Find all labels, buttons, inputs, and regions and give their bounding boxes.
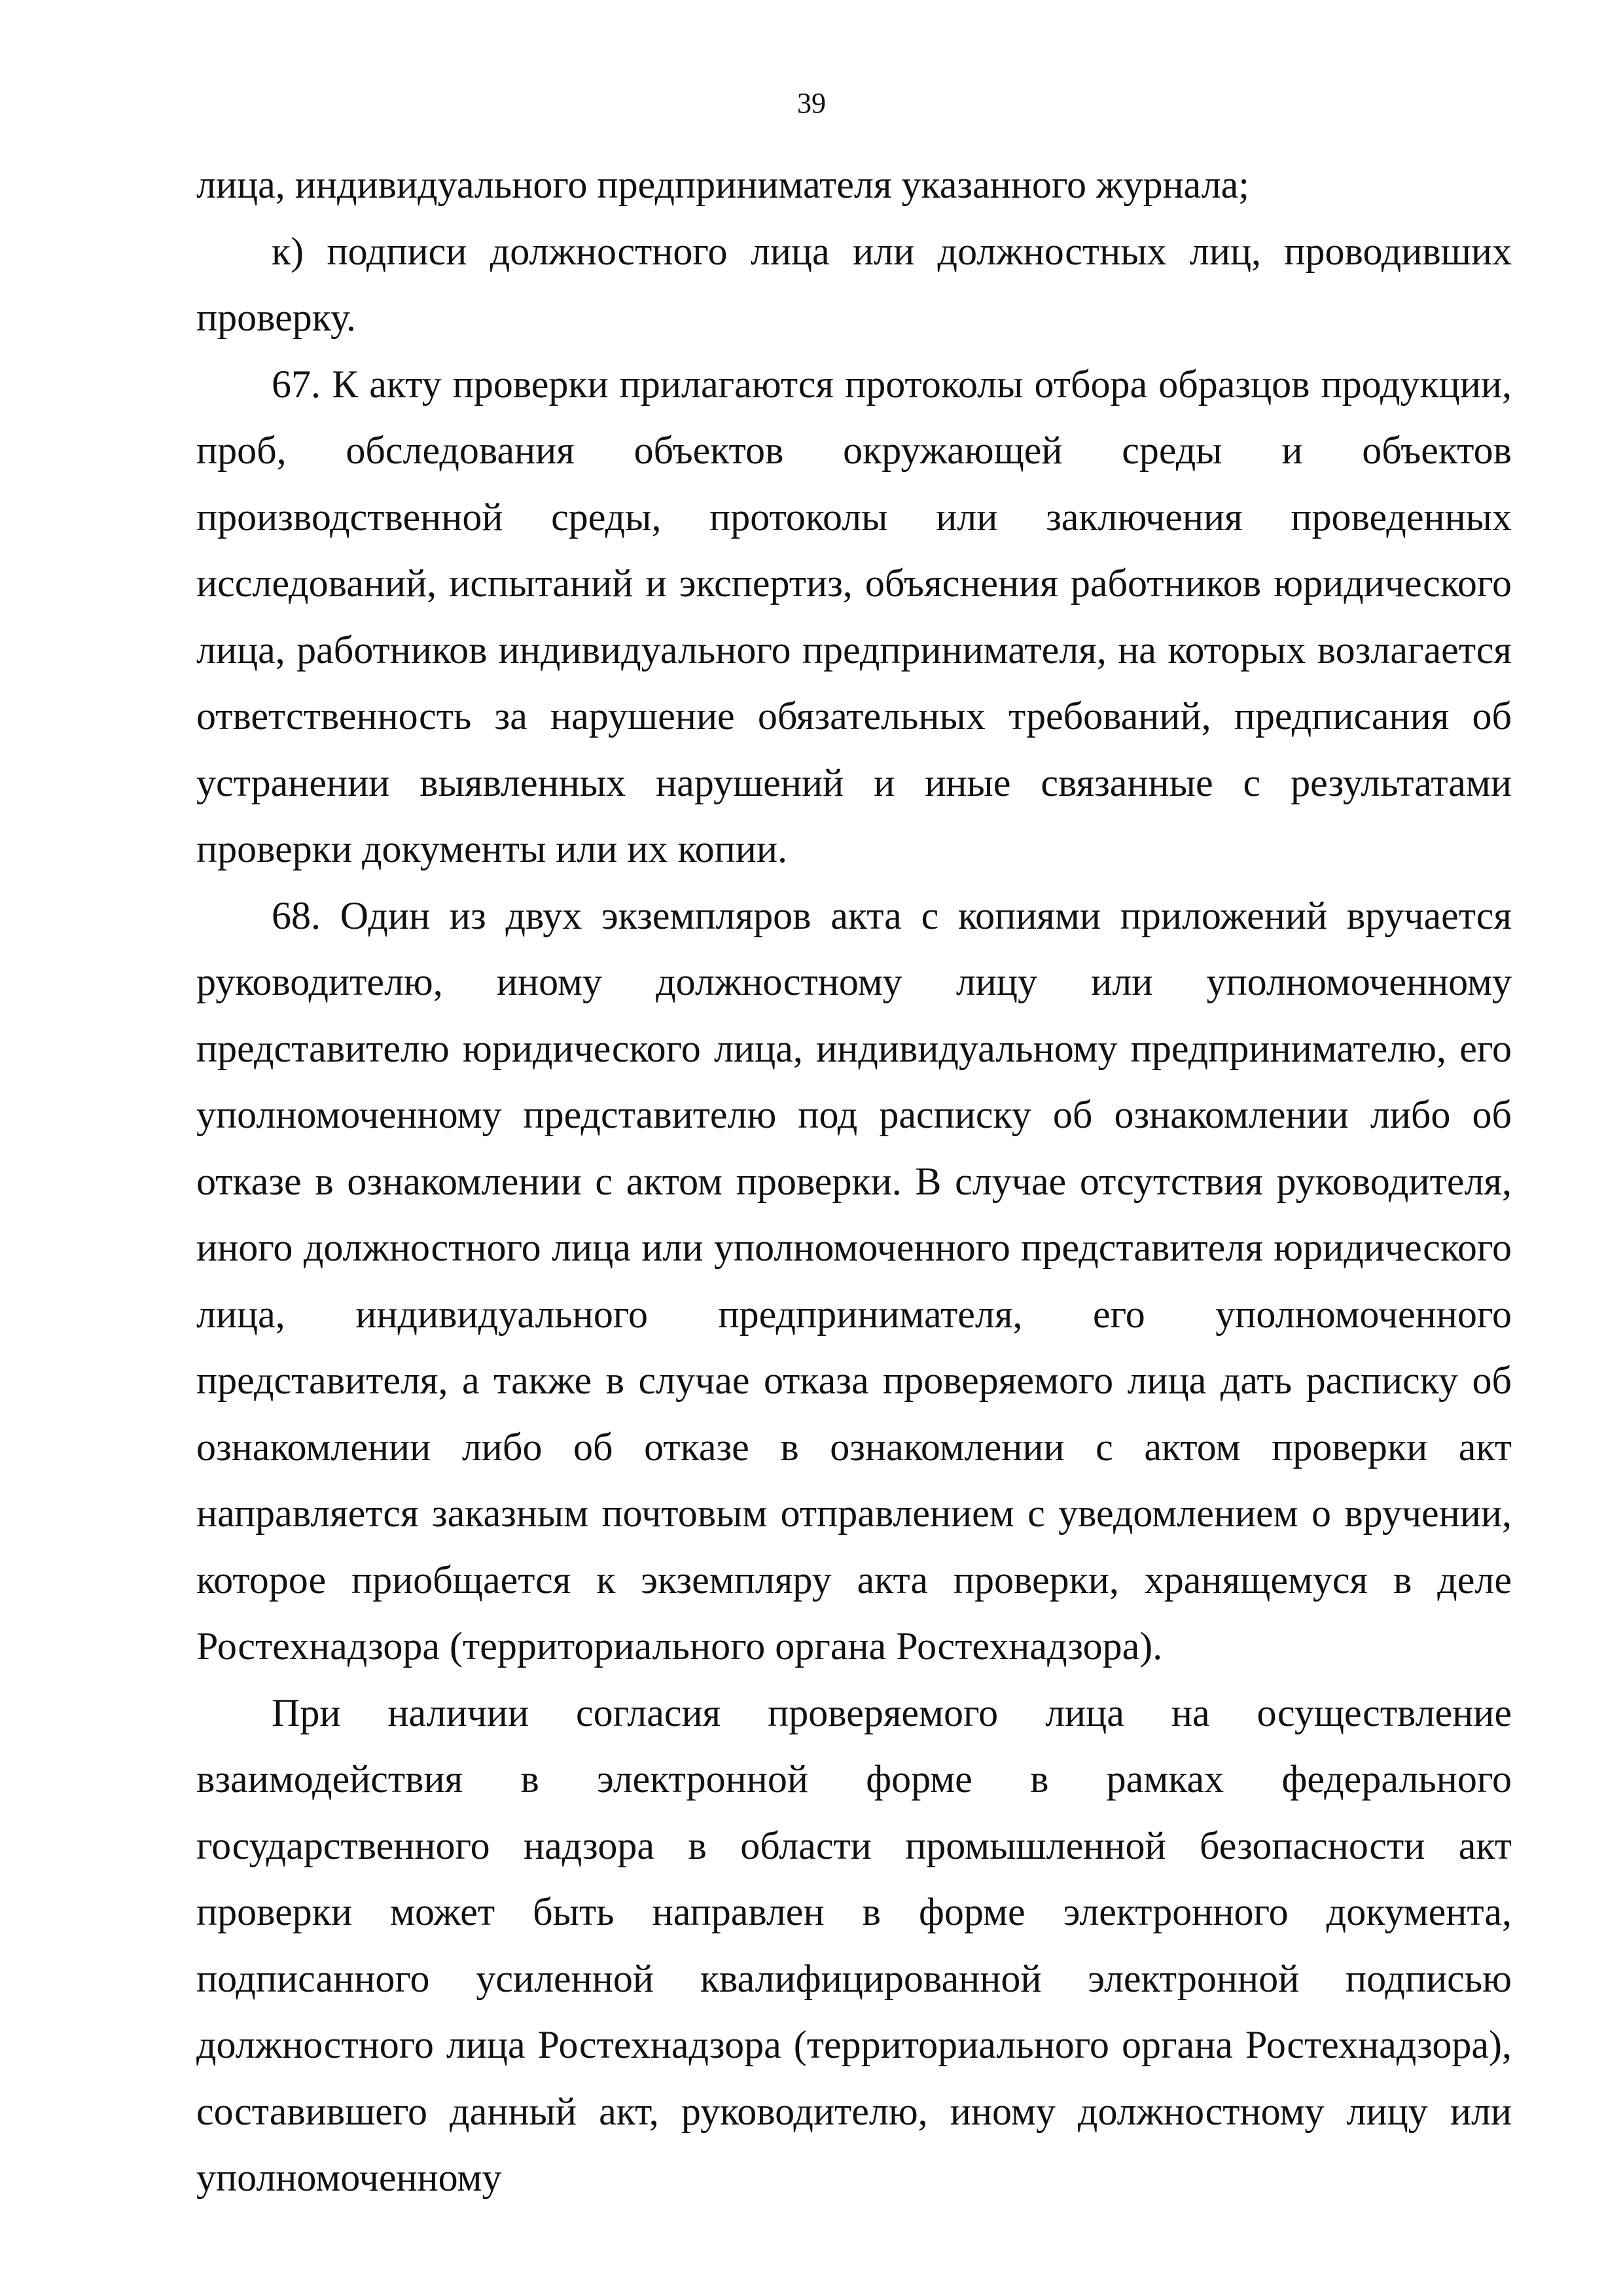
paragraph-68: 68. Один из двух экземпляров акта с копиями приложений вручается руководителю, иному должностному лицу или уполномоченному представителю юридического лица, индивидуальному предпринимателю, его уполномоченному представителю под расписку об ознакомлении либо об отказе в ознакомлении с актом проверки. В случае отсутствия руководителя, иного должностного лица или уполномоченного представителя юридического лица, индивидуального предпринимателя, его уполномоченного представителя, а также в случае отказа проверяемого лица дать расписку об ознакомлении либо об отказе в ознакомлении с актом проверки акт направляется заказным почтовым отправлением с уведомлением о вручении, которое приобщается к экземпляру акта проверки, хранящемуся в деле Ростехнадзора (территориального органа Ростехнадзора). xyxy=(196,893,1512,1668)
paragraph-item-k: к) подписи должностного лица или должностных лиц, проводивших проверку. xyxy=(196,229,1512,339)
paragraph-67: 67. К акту проверки прилагаются протоколы отбора образцов продукции, проб, обследования объектов окружающей среды и объектов производственной среды, протоколы или заключения проведенных исследований, испытаний и экспертиз, объяснения работников юридического лица, работников индивидуального предпринимателя, на которых возлагается ответственность за нарушение обязательных требований, предписания об устранении выявленных нарушений и иные связанные с результатами проверки документы или их копии. xyxy=(196,362,1512,870)
document-body xyxy=(196,152,1512,2212)
paragraph-electronic-act: При наличии согласия проверяемого лица на осуществление взаимодействия в электронной форме в рамках федерального государственного надзора в области промышленной безопасности акт проверки может быть направлен в форме электронного документа, подписанного усиленной квалифицированной электронной подписью должностного лица Ростехнадзора (территориального органа Ростехнадзора), составившего данный акт, руководителю, иному должностному лицу или уполномоченному xyxy=(196,1691,1512,2199)
paragraph-continuation: лица, индивидуального предпринимателя указанного журнала; xyxy=(196,163,1249,206)
page-number: 39 xyxy=(797,87,826,119)
